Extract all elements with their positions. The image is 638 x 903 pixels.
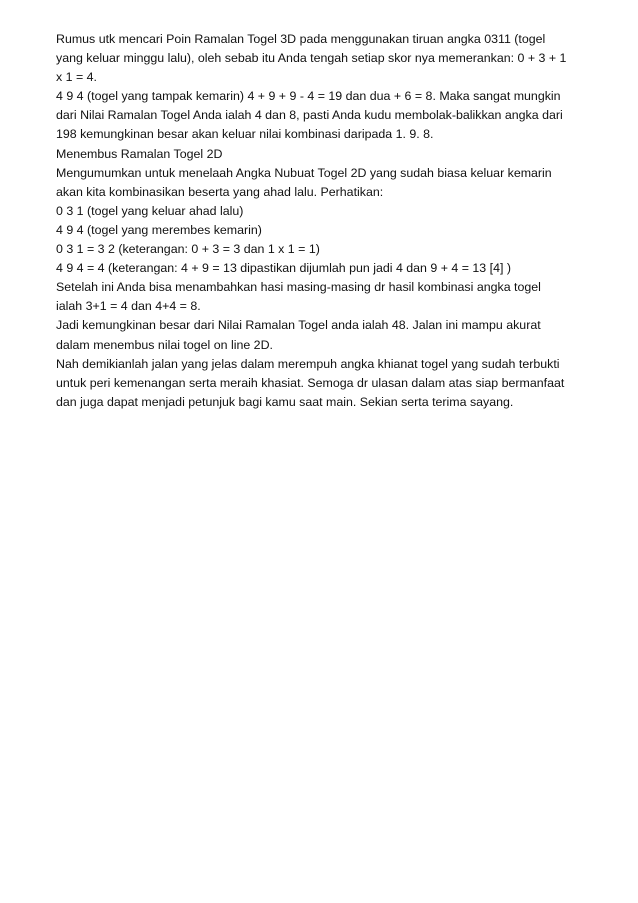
text-line: ialah 3+1 = 4 dan 4+4 = 8. [56, 299, 201, 314]
text-line: Rumus utk mencari Poin Ramalan Togel 3D pada menggunakan tiruan angka 0311 (togel [56, 32, 546, 46]
text-line: 198 kemungkinan besar akan keluar nilai kombinasi daripada 1. 9. 8. [56, 127, 434, 142]
text-line: dalam menembus nilai togel on line 2D. [56, 337, 273, 352]
text-line: 4 9 4 (togel yang merembes kemarin) [56, 222, 262, 237]
text-line: 0 3 1 (togel yang keluar ahad lalu) [56, 203, 244, 218]
text-line: Nah demikianlah jalan yang jelas dalam merempuh angka khianat togel yang sudah terbukti [56, 356, 560, 371]
section-heading: Menembus Ramalan Togel 2D [56, 146, 223, 161]
text-line: dari Nilai Ramalan Togel Anda ialah 4 dan 8, pasti Anda kudu membolak-balikkan angka dari [56, 108, 563, 123]
text-line: x 1 = 4. [56, 70, 97, 85]
text-line: 4 9 4 (togel yang tampak kemarin) 4 + 9 + 9 - 4 = 19 dan dua + 6 = 8. Maka sangat mungkin [56, 89, 561, 104]
text-line: Setelah ini Anda bisa menambahkan hasi masing-masing dr hasil kombinasi angka togel [56, 280, 541, 295]
text-line: untuk peri kemenangan serta meraih khasiat. Semoga dr ulasan dalam atas siap bermanfaat [56, 375, 565, 390]
text-line: Jadi kemungkinan besar dari Nilai Ramalan Togel anda ialah 48. Jalan ini mampu akurat [56, 318, 541, 333]
text-line: dan juga dapat menjadi petunjuk bagi kamu saat main. Sekian serta terima sayang. [56, 394, 514, 409]
text-line: akan kita kombinasikan beserta yang ahad lalu. Perhatikan: [56, 184, 384, 199]
text-line: 4 9 4 = 4 (keterangan: 4 + 9 = 13 dipastikan dijumlah pun jadi 4 dan 9 + 4 = 13 [4] ) [56, 261, 511, 276]
text-line: yang keluar minggu lalu), oleh sebab itu Anda tengah setiap skor nya memerankan: 0 + 3 + 1 [56, 51, 567, 66]
document-body [56, 30, 596, 412]
text-line: Mengumumkan untuk menelaah Angka Nubuat Togel 2D yang sudah biasa keluar kemarin [56, 165, 552, 180]
text-line: 0 3 1 = 3 2 (keterangan: 0 + 3 = 3 dan 1 x 1 = 1) [56, 242, 320, 257]
